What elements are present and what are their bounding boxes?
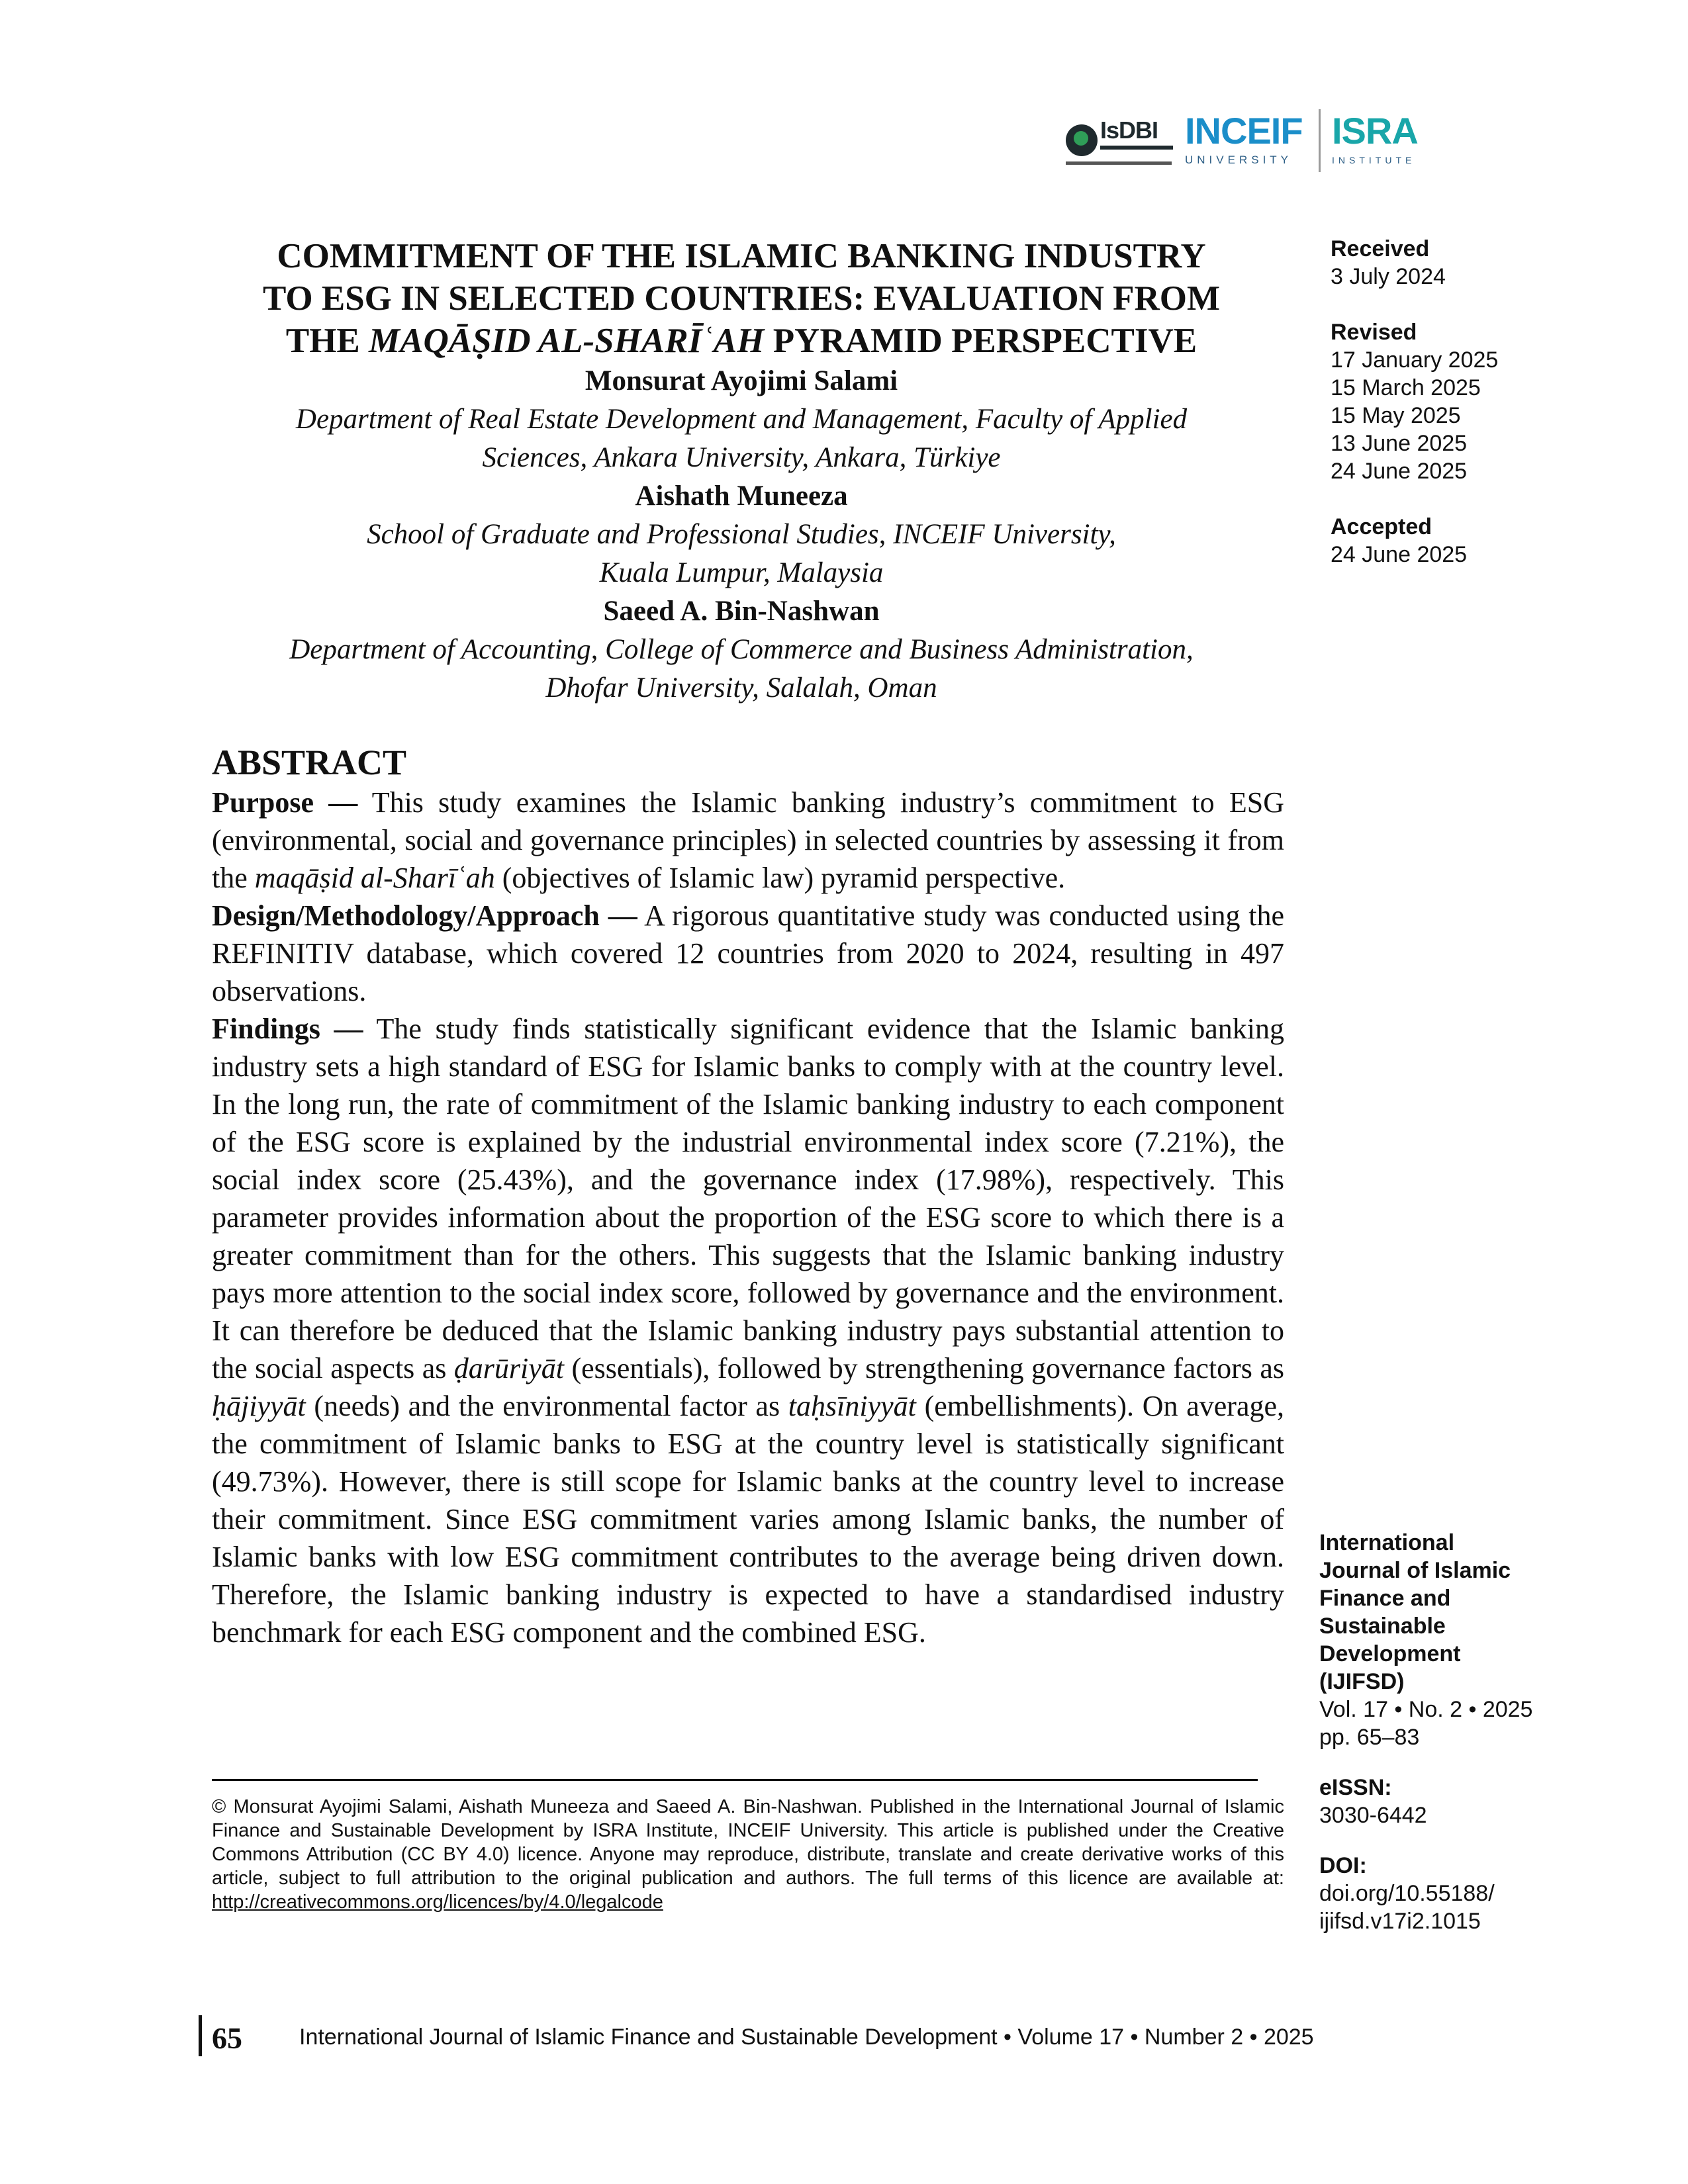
journal-info <box>1319 1529 1677 1935</box>
publisher-logos <box>1059 106 1430 179</box>
accepted-label: Accepted <box>1331 514 1432 539</box>
doi-label: DOI: <box>1319 1853 1367 1878</box>
abstract-findings: Findings — The study finds statistically significant evidence that the Islamic banking industry sets a high standard of ESG for Islamic banks to comply with at the country level. In the long run, the rate of commitment of the Islamic banking industry to each component of the ESG score is explained by the industrial environmental index score (7.21%), the social index score (25.43%), and the governance index (17.98%), respectively. This parameter provides information about the proportion of the ESG score to which there is a greater commitment than for the others. This suggests that the Islamic banking industry pays more attention to the social index score, followed by governance and the environment. It can therefore be deduced that the Islamic banking industry pays substantial attention to the social aspects as ḍarūriyāt (essentials), followed by strengthening governance factors as ḥājiyyāt (needs) and the environmental factor as taḥsīniyyāt (embellishments). On average, the commitment of Islamic banks to ESG at the country level is statistically significant (49.73%). However, there is still scope for Islamic banks at the country level to increase their commitment. Since ESG commitment varies among Islamic banks, the number of Islamic banks with low ESG commitment contributes to the average being driven down. Therefore, the Islamic banking industry is expected to have a standardised industry benchmark for each ESG component and the combined ESG. <box>212 1013 1285 1649</box>
article-history <box>1331 235 1675 569</box>
author-affiliation: Kuala Lumpur, Malaysia <box>599 557 884 588</box>
author-affiliation: School of Graduate and Professional Studies, INCEIF University, <box>367 519 1116 550</box>
page-number: 65 <box>212 2021 242 2055</box>
received-label: Received <box>1331 236 1430 261</box>
author-affiliation: Department of Accounting, College of Commerce and Business Administration, <box>289 634 1194 665</box>
author-affiliation: Department of Real Estate Development and Management, Faculty of Applied <box>295 404 1188 435</box>
footer-journal-title: International Journal of Islamic Finance and Sustainable Development • Volume 17 • Number 2 • 2025 <box>299 2025 1314 2050</box>
article-title-line-2: TO ESG IN SELECTED COUNTRIES: EVALUATION FROM <box>262 279 1221 318</box>
journal-pages: pp. 65–83 <box>1319 1725 1420 1750</box>
journal-name: Journal of Islamic <box>1319 1558 1511 1583</box>
inceif-logo-name: INCEIF <box>1185 110 1303 152</box>
title-italic-term: MAQĀṢID AL-SHARĪʿAH <box>369 322 765 360</box>
revised-date: 17 January 2025 <box>1331 347 1499 373</box>
isdbi-logo-text: IsDBI <box>1100 116 1158 144</box>
accepted-date: 24 June 2025 <box>1331 542 1468 567</box>
isra-logo <box>1332 110 1431 172</box>
footnote-divider <box>212 1779 1258 1781</box>
abstract-purpose: Purpose — This study examines the Islamic banking industry’s commitment to ESG (environmental, social and governance principles) in selected countries by assessing it from the maqāṣid al-Sharīʿah (objectives of Islamic law) pyramid perspective. <box>212 786 1285 894</box>
footer-bar <box>199 2015 202 2056</box>
author-name: Aishath Muneeza <box>635 480 848 512</box>
isdbi-emblem-icon <box>1066 124 1098 156</box>
inceif-logo <box>1185 110 1304 172</box>
received-date: 3 July 2024 <box>1331 264 1446 289</box>
revised-date: 15 May 2025 <box>1331 403 1461 428</box>
article-title-line-1: COMMITMENT OF THE ISLAMIC BANKING INDUSTRY <box>277 237 1206 275</box>
journal-volume: Vol. 17 • No. 2 • 2025 <box>1319 1697 1533 1722</box>
abstract-section <box>212 741 1284 1651</box>
abstract-heading: ABSTRACT <box>212 743 407 782</box>
revised-date: 13 June 2025 <box>1331 431 1468 456</box>
journal-abbrev: (IJIFSD) <box>1319 1669 1405 1694</box>
license-link[interactable]: http://creativecommons.org/licences/by/4.0/legalcode <box>212 1891 663 1913</box>
journal-name: Development <box>1319 1641 1461 1666</box>
article-title-line-3: THE MAQĀṢID AL-SHARĪʿAH PYRAMID PERSPECTIVE <box>285 322 1197 360</box>
doi-link[interactable]: doi.org/10.55188/ <box>1319 1881 1495 1906</box>
journal-name: Sustainable <box>1319 1614 1446 1639</box>
eissn-label: eISSN: <box>1319 1775 1392 1800</box>
page-footer <box>199 2015 1456 2062</box>
author-name: Monsurat Ayojimi Salami <box>585 365 898 396</box>
abstract-design: Design/Methodology/Approach — A rigorous quantitative study was conducted using the REFINITIV database, which covered 12 countries from 2020 to 2024, resulting in 497 observations. <box>212 899 1284 1007</box>
author-name: Saeed A. Bin-Nashwan <box>603 596 880 627</box>
isdbi-logo <box>1059 111 1172 171</box>
article-header <box>199 235 1284 707</box>
revised-date: 24 June 2025 <box>1331 459 1468 484</box>
isra-logo-sub: INSTITUTE <box>1332 155 1416 165</box>
doi-link[interactable]: ijifsd.v17i2.1015 <box>1319 1909 1481 1934</box>
isra-logo-name: ISRA <box>1332 110 1418 152</box>
author-affiliation: Dhofar University, Salalah, Oman <box>545 672 937 704</box>
author-affiliation: Sciences, Ankara University, Ankara, Türkiye <box>482 442 1001 473</box>
revised-label: Revised <box>1331 320 1417 345</box>
journal-name: International <box>1319 1530 1455 1555</box>
journal-name: Finance and <box>1319 1586 1451 1611</box>
revised-date: 15 March 2025 <box>1331 375 1481 400</box>
eissn-value: 3030-6442 <box>1319 1803 1427 1828</box>
inceif-logo-sub: UNIVERSITY <box>1185 154 1293 166</box>
logo-divider <box>1319 109 1321 172</box>
copyright-footnote: © Monsurat Ayojimi Salami, Aishath Muneeza and Saeed A. Bin-Nashwan. Published in the International Journal of Islamic Finance and Sustainable Development by ISRA Institute, INCEIF University. This article is published under the Creative Commons Attribution (CC BY 4.0) licence. Anyone may reproduce, distribute, translate and create derivative works of this article, subject to full attribution to the original publication and authors. The full terms of this licence are available at: http://creativecommons.org/licences/by/4.0/legalcode <box>212 1796 1284 1913</box>
